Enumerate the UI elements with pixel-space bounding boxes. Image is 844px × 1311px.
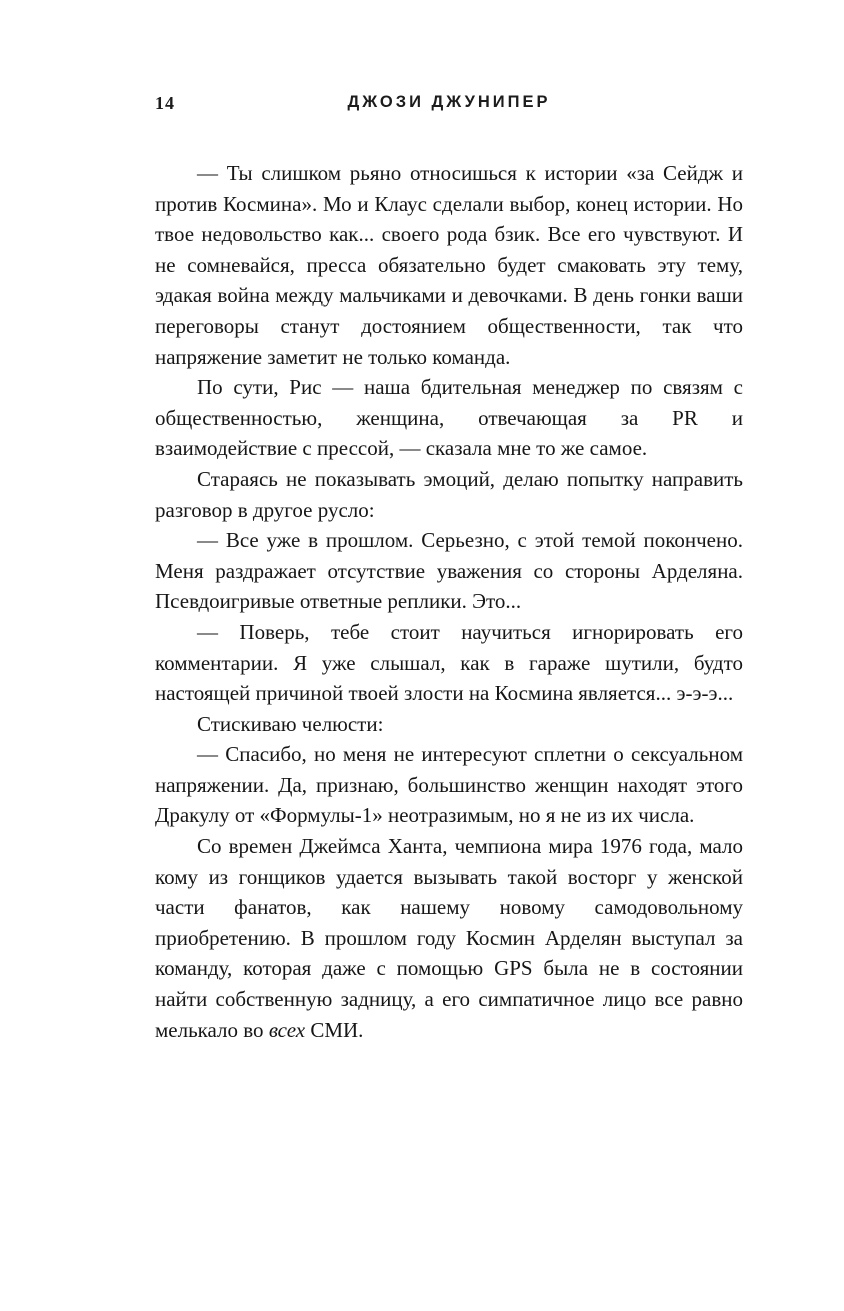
paragraph (155, 617, 743, 709)
paragraph (155, 739, 743, 831)
text-run: Стараясь не показывать эмоций, делаю попытку направить разговор в другое русло: (155, 466, 743, 522)
paragraph (155, 372, 743, 464)
page-header (155, 93, 743, 117)
text-run: По сути, Рис — наша бдительная менеджер по связям с общественностью, женщина, отвечающая за PR и взаимодействие с прессой, — сказала мне то же самое. (155, 375, 743, 461)
paragraph (155, 709, 743, 740)
page-number: 14 (155, 93, 175, 113)
page-body (155, 158, 743, 1045)
text-run: Со времен Джеймса Ханта, чемпиона мира 1976 года, мало кому из гонщиков удается вызывать такой восторг у женской части фанатов, как нашему новому самодовольному приобретению. В прошлом году Космин Арделян выступал за команду, которая даже с помощью GPS была не в состоянии найти собственную задницу, а его симпатичное лицо все равно мелькало во (155, 834, 743, 1042)
text-run: — Ты слишком рьяно относишься к истории «за Сейдж и против Космина». Мо и Клаус сделали выбор, конец истории. Но твое недовольство как... своего рода бзик. Все его чувствуют. И не сомневайся, пресса обязательно будет смаковать эту тему, эдакая война между мальчиками и девочками. В день гонки ваши переговоры станут достоянием общественности, так что напряжение заметит не только команда. (155, 161, 743, 369)
text-run: Стискиваю челюсти: (197, 711, 384, 736)
running-head: ДЖОЗИ ДЖУНИПЕР (347, 93, 551, 111)
paragraph (155, 464, 743, 525)
text-run: — Спасибо, но меня не интересуют сплетни о сексуальном напряжении. Да, признаю, большинство женщин находят этого Дракулу от «Формулы-1» неотразимым, но я не из их числа. (155, 742, 743, 828)
paragraph (155, 525, 743, 617)
paragraph (155, 831, 743, 1045)
italic-text-run: всех (268, 1017, 306, 1042)
text-run: — Поверь, тебе стоит научиться игнорировать его комментарии. Я уже слышал, как в гараже шутили, будто настоящей причиной твоей злости на Космина является... э-э-э... (155, 619, 743, 706)
paragraph (155, 158, 743, 372)
text-run: — Все уже в прошлом. Серьезно, с этой темой покончено. Меня раздражает отсутствие уважения со стороны Арделяна. Псевдоигривые ответные реплики. Это... (155, 528, 743, 614)
text-run: СМИ. (305, 1017, 364, 1042)
